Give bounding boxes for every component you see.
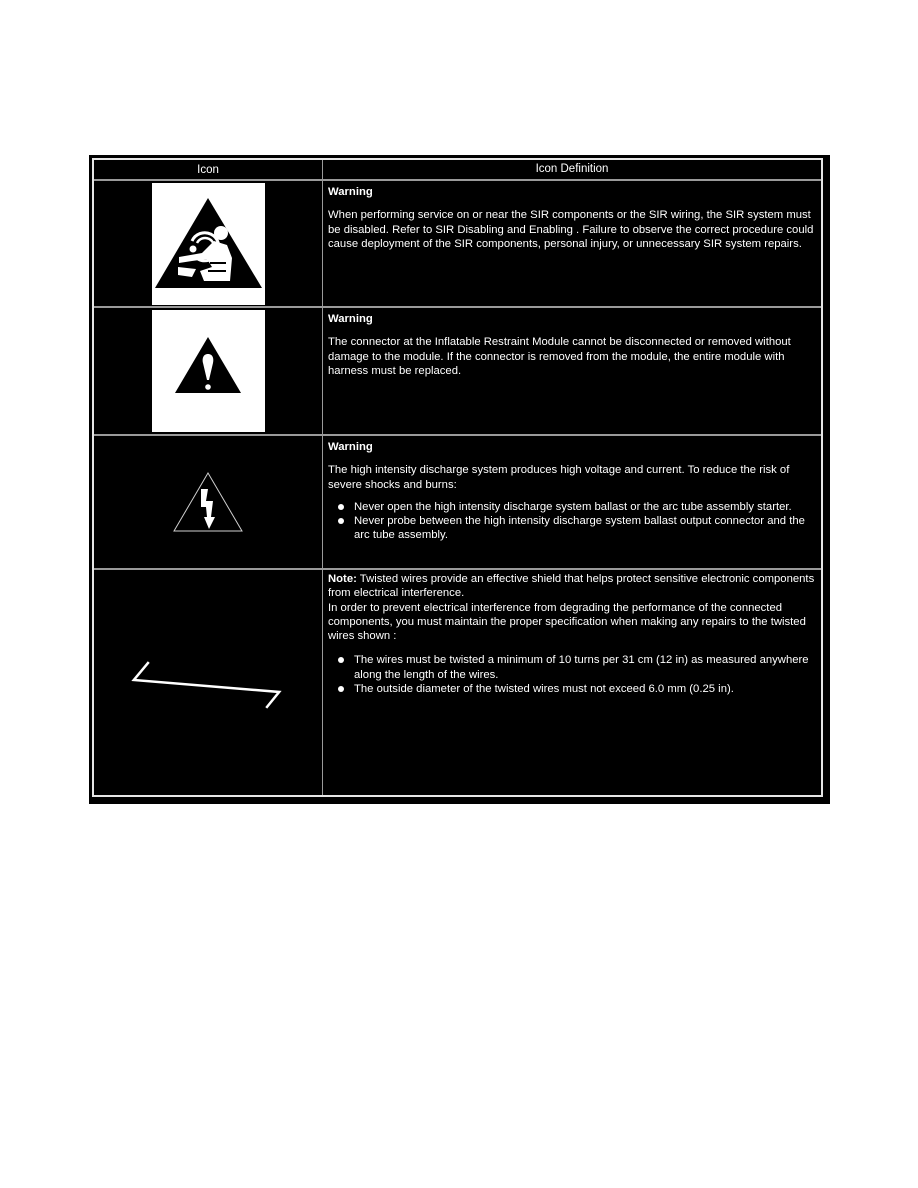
- definition-cell: [323, 308, 821, 434]
- table-row: [94, 570, 821, 795]
- note-text: [328, 572, 815, 601]
- airbag-warning-icon: [152, 183, 265, 305]
- table-row: [94, 181, 821, 308]
- warning-title: Warning: [328, 186, 373, 198]
- definition-text: In order to prevent electrical interference from degrading the performance of the connected components, you must maintain the proper specification when making any repairs to the twisted wires shown :: [328, 601, 806, 643]
- table-row: [94, 436, 821, 570]
- note-label: Note:: [328, 573, 357, 585]
- warning-title: Warning: [328, 313, 373, 325]
- icon-cell: [94, 308, 323, 434]
- definition-cell: [323, 436, 821, 568]
- icon-cell: [94, 570, 323, 795]
- header-icon: Icon: [94, 160, 323, 179]
- icon-cell: [94, 436, 323, 568]
- bullet-item: Never open the high intensity discharge system ballast or the arc tube assembly starter.: [328, 500, 815, 514]
- high-voltage-icon: [168, 467, 248, 537]
- twisted-wires-icon: [94, 570, 322, 795]
- definition-text: When performing service on or near the SIR components or the SIR wiring, the SIR system must be disabled. Refer to SIR Disabling and Enabling . Failure to observe the correct procedure could cause deployment of the SIR components, personal injury, or unnecessary SIR system repairs.: [328, 209, 814, 250]
- table-header-row: [94, 160, 821, 181]
- icon-definition-table: [89, 155, 830, 804]
- definition-cell: [323, 181, 821, 306]
- bullet-item: The wires must be twisted a minimum of 10 turns per 31 cm (12 in) as measured anywhere along the length of the wires.: [328, 653, 815, 682]
- bullet-item: Never probe between the high intensity discharge system ballast output connector and the arc tube assembly.: [328, 514, 815, 543]
- bullet-list: [328, 653, 815, 696]
- definition-cell: [323, 570, 821, 795]
- warning-title: Warning: [328, 441, 373, 453]
- definition-text: The high intensity discharge system produces high voltage and current. To reduce the risk of severe shocks and burns:: [328, 464, 790, 491]
- header-icon-definition: Icon Definition: [535, 163, 609, 176]
- bullet-item: The outside diameter of the twisted wires must not exceed 6.0 mm (0.25 in).: [328, 682, 815, 696]
- table-inner-border: [92, 158, 823, 797]
- bullet-list: [328, 500, 815, 543]
- exclamation-warning-icon: [152, 310, 265, 432]
- definition-text: The connector at the Inflatable Restraint Module cannot be disconnected or removed without damage to the module. If the connector is removed from the module, the entire module with harness must be replaced.: [328, 336, 791, 377]
- note-body: Twisted wires provide an effective shield that helps protect sensitive electronic components from electrical interference.: [328, 573, 815, 600]
- table-row: [94, 308, 821, 436]
- icon-cell: [94, 181, 323, 306]
